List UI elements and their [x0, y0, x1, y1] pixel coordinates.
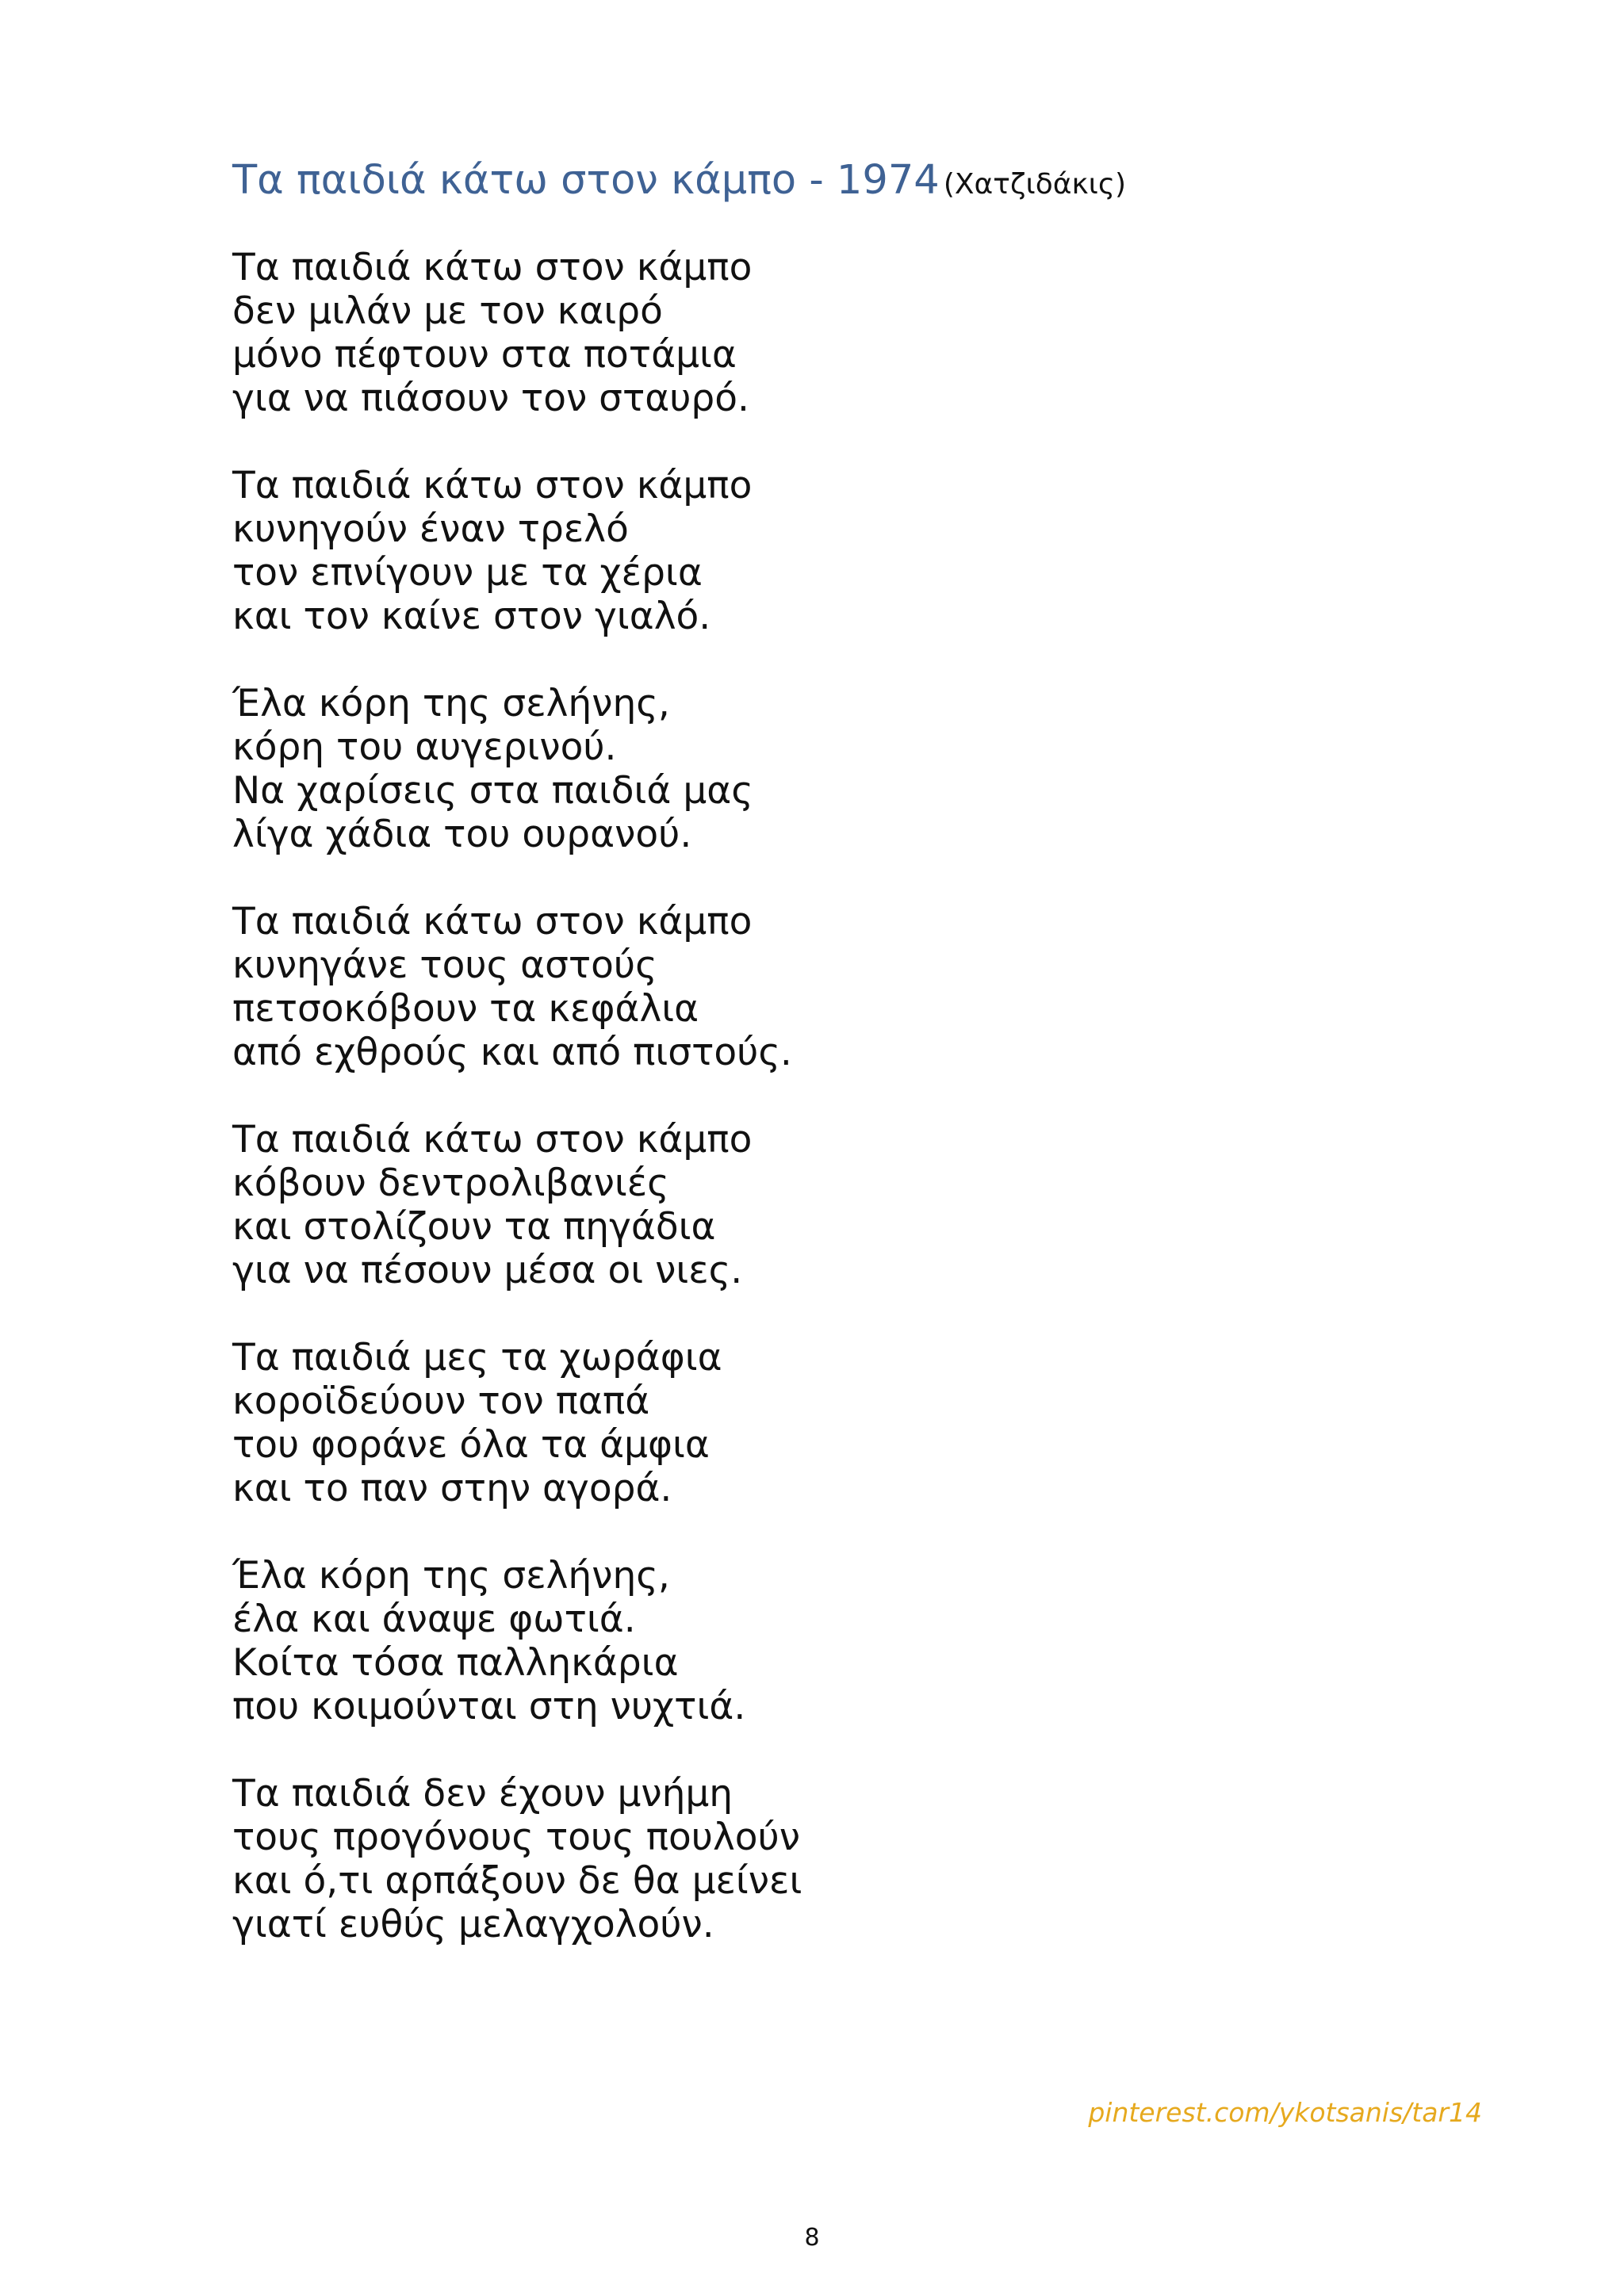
verse-line: και ό,τι αρπάξουν δε θα μείνει — [232, 1859, 802, 1903]
verse-line: Τα παιδιά δεν έχουν μνήμη — [232, 1772, 733, 1816]
stanza-chorus — [232, 682, 1263, 856]
stanza — [232, 464, 1263, 638]
verse-line: πετσοκόβουν τα κεφάλια — [232, 987, 699, 1031]
song-title — [232, 157, 1126, 204]
verse-line: κοροϊδεύουν τον παπά — [232, 1380, 650, 1423]
verse-line: γιατί ευθύς μελαγχολούν. — [232, 1903, 714, 1946]
verse-line: κόρη του αυγερινού. — [232, 725, 617, 769]
verse-line: του φοράνε όλα τα άμφια — [232, 1423, 710, 1467]
verse-line: Τα παιδιά κάτω στον κάμπο — [232, 1118, 753, 1161]
verse-line: τους προγόνους τους πουλούν — [232, 1816, 800, 1859]
verse-line: από εχθρούς και από πιστούς. — [232, 1031, 792, 1074]
verse-line: και τον καίνε στον γιαλό. — [232, 595, 711, 638]
stanza — [232, 900, 1263, 1074]
lyrics — [232, 246, 1263, 1990]
stanza — [232, 1118, 1263, 1292]
verse-line: κυνηγάνε τους αστούς — [232, 943, 657, 987]
verse-line: μόνο πέφτουν στα ποτάμια — [232, 333, 737, 377]
verse-line: Τα παιδιά κάτω στον κάμπο — [232, 900, 753, 943]
composer-name: (Χατζιδάκις) — [943, 168, 1127, 201]
verse-line: και το παν στην αγορά. — [232, 1467, 672, 1510]
verse-line: κόβουν δεντρολιβανιές — [232, 1161, 669, 1205]
verse-line: κυνηγούν έναν τρελό — [232, 507, 629, 551]
stanza — [232, 246, 1263, 420]
verse-line: Τα παιδιά μες τα χωράφια — [232, 1336, 722, 1380]
verse-line: έλα και άναψε φωτιά. — [232, 1598, 636, 1641]
verse-line: δεν μιλάν με τον καιρό — [232, 289, 663, 333]
stanza-chorus — [232, 1554, 1263, 1728]
verse-line: Έλα κόρη της σελήνης, — [232, 682, 670, 725]
verse-line: Να χαρίσεις στα παιδιά μας — [232, 769, 753, 813]
verse-line: Τα παιδιά κάτω στον κάμπο — [232, 464, 753, 507]
verse-line: για να πέσουν μέσα οι νιες. — [232, 1249, 743, 1292]
verse-line: Κοίτα τόσα παλληκάρια — [232, 1641, 679, 1685]
verse-line: που κοιμούνται στη νυχτιά. — [232, 1685, 746, 1728]
verse-line: Έλα κόρη της σελήνης, — [232, 1554, 670, 1598]
song-title-text: Τα παιδιά κάτω στον κάμπο - 1974 — [232, 157, 940, 204]
verse-line: και στολίζουν τα πηγάδια — [232, 1205, 716, 1249]
stanza — [232, 1336, 1263, 1510]
verse-line: Τα παιδιά κάτω στον κάμπο — [232, 246, 753, 289]
verse-line: τον επνίγουν με τα χέρια — [232, 551, 703, 595]
page-number: 8 — [804, 2224, 820, 2252]
stanza — [232, 1772, 1263, 1946]
verse-line: για να πιάσουν τον σταυρό. — [232, 377, 749, 420]
source-link[interactable]: pinterest.com/ykotsanis/tar14 — [1088, 2097, 1482, 2128]
verse-line: λίγα χάδια του ουρανού. — [232, 813, 692, 856]
